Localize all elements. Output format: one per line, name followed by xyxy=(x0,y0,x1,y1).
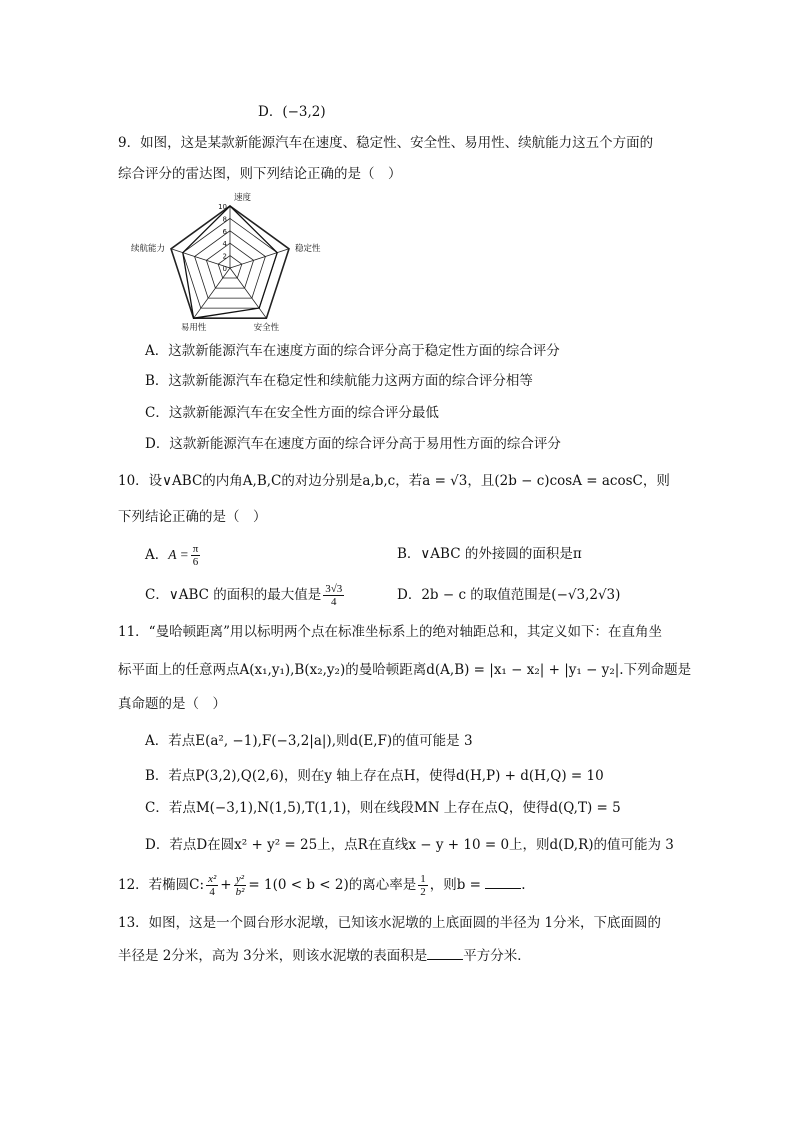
radar-axis-labels xyxy=(131,192,321,333)
q12-e-fraction xyxy=(418,873,428,898)
radar-tick-label: 6 xyxy=(222,227,227,236)
radar-axis-label: 安全性 xyxy=(253,323,280,334)
radar-tick-label: 2 xyxy=(222,252,227,261)
q9-option-b: B．这款新能源汽车在稳定性和续航能力这两方面的综合评分相等 xyxy=(145,373,533,389)
radar-axis-label: 续航能力 xyxy=(130,243,165,254)
q10-a-numerator: π xyxy=(192,543,199,555)
radar-spoke xyxy=(171,249,230,268)
radar-chart xyxy=(128,190,338,335)
radar-spoke xyxy=(230,249,289,268)
q12-prefix: 12．若椭圆C: xyxy=(118,877,205,893)
q12-end: . xyxy=(521,877,526,893)
q11-stem-line2: 标平面上的任意两点A(x₁,y₁),B(x₂,y₂)的曼哈顿距离d(A,B) = |x₁ − x₂| + |y₁ − y₂|.下列命题是 xyxy=(118,662,692,678)
q13-answer-blank[interactable] xyxy=(427,945,463,960)
q10-option-a xyxy=(145,540,202,570)
q10-option-c xyxy=(145,580,346,610)
q10-stem-line1: 10．设∨ABC的内角A,B,C的对边分别是a,b,c，若a = √3，且(2b − c)cosA = acosC，则 xyxy=(118,473,670,489)
q10-a-prefix: A． xyxy=(145,547,169,563)
q10-option-b: B．∨ABC 的外接圆的面积是π xyxy=(397,546,582,562)
q12-stem xyxy=(118,870,526,900)
q10-a-lhs: A = xyxy=(168,547,189,562)
q9-stem-line2: 综合评分的雷达图，则下列结论正确的是（ ） xyxy=(118,166,402,182)
radar-tick-label: 4 xyxy=(222,240,227,249)
q12-y-numerator: y² xyxy=(234,873,247,886)
q12-middle: = 1(0 < b < 2)的离心率是 xyxy=(248,877,417,893)
q12-answer-blank[interactable] xyxy=(485,874,521,889)
q11-option-c: C．若点M(−3,1),N(1,5),T(1,1)，则在线段MN 上存在点Q，使得d(Q,T) = 5 xyxy=(145,800,621,816)
q13-line2-suffix: 平方分米． xyxy=(463,948,531,964)
q10-a-fraction xyxy=(191,543,201,568)
q9-option-d: D．这款新能源汽车在速度方面的综合评分高于易用性方面的综合评分 xyxy=(145,436,561,452)
q11-stem-line3: 真命题的是（ ） xyxy=(118,696,226,712)
q12-x-denominator: 4 xyxy=(209,886,215,898)
q11-stem-line1: 11．“曼哈顿距离”用以标明两个点在标准坐标系上的绝对轴距总和，其定义如下：在直角坐 xyxy=(118,624,662,640)
q13-line2-prefix: 半径是 2分米，高为 3分米，则该水泥墩的表面积是 xyxy=(118,948,428,964)
q12-post: ，则b = xyxy=(429,877,481,893)
q12-y-denominator: b² xyxy=(235,886,245,898)
radar-spoke xyxy=(230,268,266,318)
q10-option-d: D．2b − c 的取值范围是(−√3,2√3) xyxy=(397,587,621,603)
q13-stem-line1: 13．如图，这是一个圆台形水泥墩，已知该水泥墩的上底面圆的半径为 1分米，下底面圆的 xyxy=(118,915,662,931)
q12-x-numerator: x² xyxy=(208,873,217,885)
q12-e-numerator: 1 xyxy=(420,873,426,885)
q10-a-denominator: 6 xyxy=(192,556,199,568)
radar-axis-label: 易用性 xyxy=(180,323,207,334)
q10-c-numerator: 3√3 xyxy=(325,583,343,595)
radar-tick-label: 8 xyxy=(222,215,227,224)
q11-option-a: A．若点E(a², −1),F(−3,2|a|),则d(E,F)的值可能是 3 xyxy=(145,733,473,749)
q12-plus: + xyxy=(220,877,232,893)
radar-spoke xyxy=(194,268,230,318)
q10-stem-line2: 下列结论正确的是（ ） xyxy=(118,509,267,525)
q10-c-prefix: C．∨ABC 的面积的最大值是 xyxy=(145,587,322,603)
radar-tick-label: 10 xyxy=(218,203,227,211)
q12-x-fraction xyxy=(206,873,218,898)
radar-axis-label: 速度 xyxy=(234,193,252,203)
q10-c-denominator: 4 xyxy=(331,596,337,608)
q11-option-d: D．若点D在圆x² + y² = 25上，点R在直线x − y + 10 = 0上，则d(D,R)的值可能为 3 xyxy=(145,837,674,853)
q9-stem-line1: 9．如图，这是某款新能源汽车在速度、稳定性、安全性、易用性、续航能力这五个方面的 xyxy=(118,135,654,151)
q9-option-c: C．这款新能源汽车在安全性方面的综合评分最低 xyxy=(145,405,439,421)
q12-e-denominator: 2 xyxy=(420,886,426,898)
q13-stem-line2 xyxy=(118,945,531,966)
radar-tick-label: 0 xyxy=(222,265,227,273)
q9-option-a: A．这款新能源汽车在速度方面的综合评分高于稳定性方面的综合评分 xyxy=(145,343,560,359)
q12-y-fraction xyxy=(234,873,247,898)
q10-c-fraction xyxy=(323,583,344,608)
q11-option-b: B．若点P(3,2),Q(2,6)，则在y 轴上存在点H，使得d(H,P) + d(H,Q) = 10 xyxy=(145,768,604,784)
q8-option-d: D．(−3,2) xyxy=(258,104,326,120)
radar-axis-label: 稳定性 xyxy=(295,243,321,254)
